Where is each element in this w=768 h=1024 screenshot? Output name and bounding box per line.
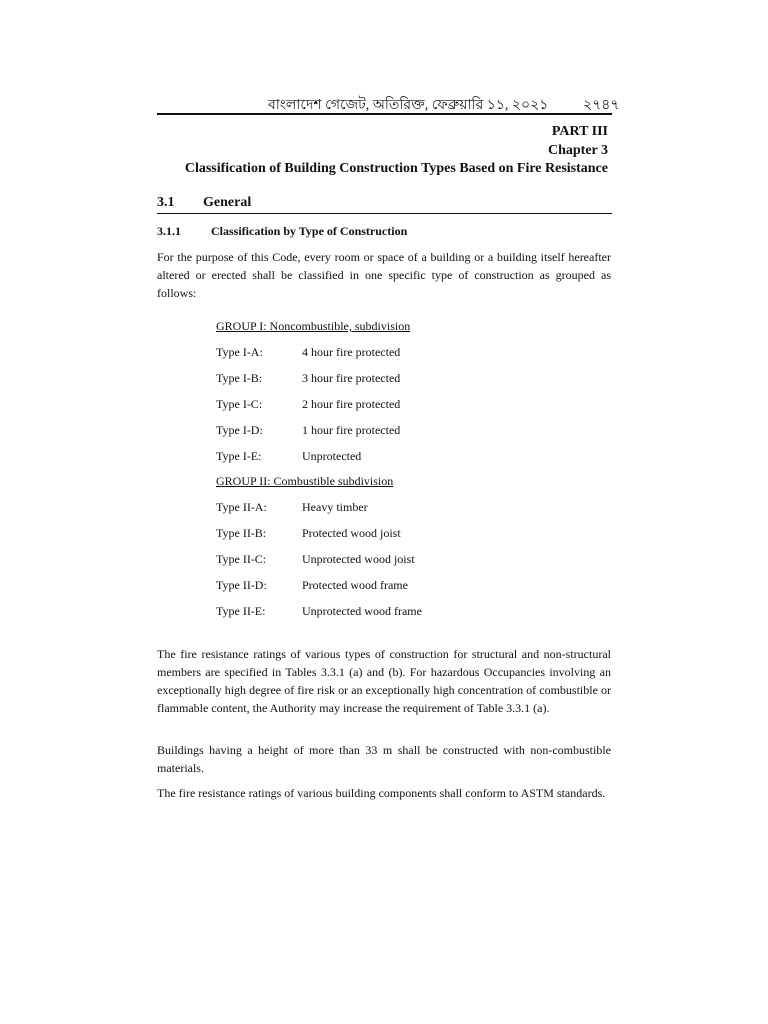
list-item [216,371,400,386]
subsection-title: Classification by Type of Construction [211,224,408,238]
section-rule [157,213,612,214]
list-item [216,500,368,515]
chapter-title: Chapter 3 [547,143,608,158]
type-description: Protected wood joist [302,526,401,540]
section-heading [157,195,612,211]
intro-paragraph: For the purpose of this Code, every room or space of a building or a building itself hereafter altered or erected shall be classified in one specific type of construction as grouped as follows: [157,250,611,300]
list-item [216,604,422,619]
type-description: Protected wood frame [302,578,408,592]
astm-paragraph: The fire resistance ratings of various building components shall conform to ASTM standards. [157,786,606,800]
section-number: 3.1 [157,195,175,210]
header-rule [157,113,612,115]
page-number: ২৭৪৭ [583,98,620,113]
group1-heading: GROUP I: Noncombustible, subdivision [216,319,411,333]
type-name: Type II-E: [216,604,266,618]
list-item [216,423,400,438]
type-description: 2 hour fire protected [302,397,401,411]
list-item [216,397,400,412]
type-description: Heavy timber [302,500,368,514]
type-name: Type I-E: [216,449,262,463]
type-name: Type I-C: [216,397,263,411]
fire-rating-paragraph: The fire resistance ratings of various types of construction for structural and non-structural members are specified in Tables 3.3.1 (a) and (b). For hazardous Occupancies involving an exceptionally high degree of fire risk or an exceptionally high concentration of combustible or flammable content, the Authority may increase the requirement of Table 3.3.1 (a). [157,647,611,715]
list-item [216,449,361,464]
type-description: 4 hour fire protected [302,345,401,359]
type-name: Type II-B: [216,526,267,540]
type-name: Type II-D: [216,578,267,592]
part-title: PART III [551,124,608,139]
type-name: Type II-A: [216,500,267,514]
type-name: Type I-B: [216,371,263,385]
list-item [216,345,400,360]
list-item [216,578,408,593]
group2-heading: GROUP II: Combustible subdivision [216,474,394,488]
chapter-heading: Classification of Building Construction Types Based on Fire Resistance [184,161,608,176]
type-description: Unprotected wood joist [302,552,415,566]
height-paragraph: Buildings having a height of more than 33 m shall be constructed with non-combustible materials. [157,743,611,775]
type-description: Unprotected wood frame [302,604,422,618]
gazette-header-title: বাংলাদেশ গেজেট, অতিরিক্ত, ফেব্রুয়ারি ১১, ২০২১ [268,98,549,113]
subsection-number: 3.1.1 [157,224,181,238]
type-description: 3 hour fire protected [302,371,401,385]
type-name: Type II-C: [216,552,267,566]
type-name: Type I-A: [216,345,263,359]
type-description: Unprotected [302,449,362,463]
subsection-heading [157,224,407,239]
section-title: General [203,195,252,210]
type-description: 1 hour fire protected [302,423,401,437]
list-item [216,552,415,567]
list-item [216,526,401,541]
type-name: Type I-D: [216,423,263,437]
